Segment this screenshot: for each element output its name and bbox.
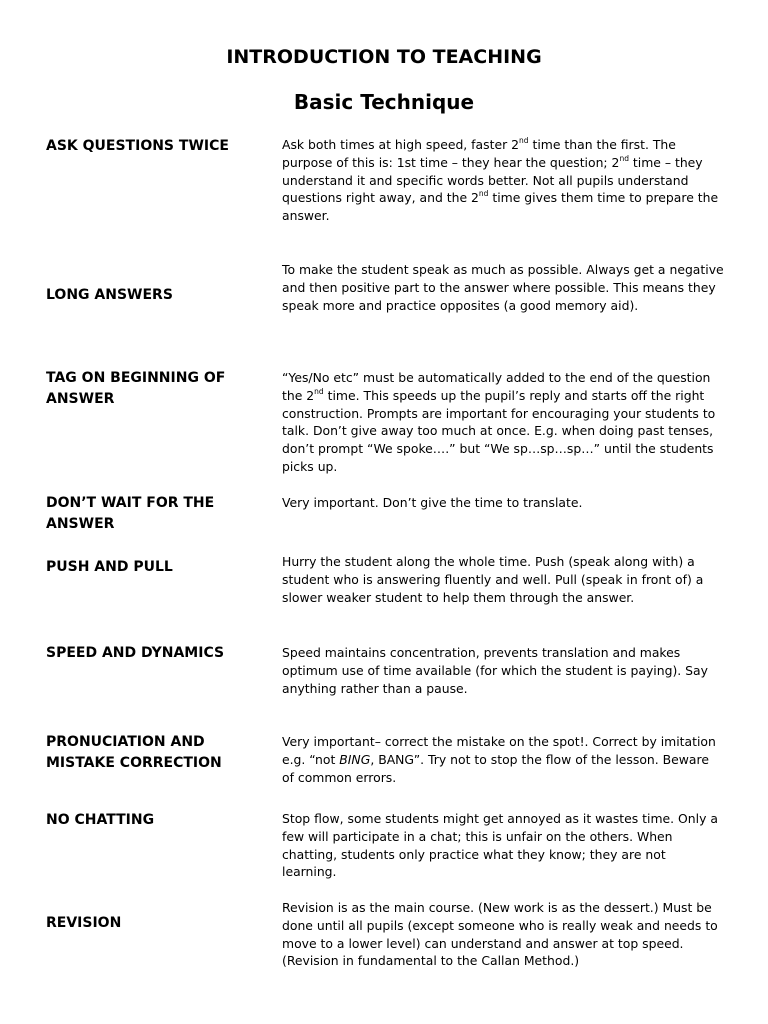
term-speed-and-dynamics: SPEED AND DYNAMICS [46,645,225,661]
page-title: INTRODUCTION TO TEACHING [226,46,542,68]
term-tag-on-beginning-of-answer: TAG ON BEGINNING OF ANSWER [46,370,226,407]
definition-tag-on-beginning-of-answer: “Yes/No etc” must be automatically added to the end of the question the 2nd time. This speeds up the pupil’s reply and starts off the right construction. Prompts are important for encouraging your students to talk. Don’t give away too much at once. E.g. when doing past tenses, don’t prompt “We spoke….” but “We sp…sp…sp…” until the students picks up. [282,370,716,474]
definition-no-chatting: Stop flow, some students might get annoyed as it wastes time. Only a few will participate in a chat; this is unfair on the others. When chatting, students only practice what they know; they are not learning. [282,811,718,880]
definition-push-and-pull: Hurry the student along the whole time. Push (speak along with) a student who is answering fluently and well. Pull (speak in front of) a slower weaker student to help them through the answer. [282,554,704,605]
definition-speed-and-dynamics: Speed maintains concentration, prevents translation and makes optimum use of time available (for which the student is paying). Say anything rather than a pause. [282,645,708,696]
term-revision: REVISION [46,915,122,931]
term-pronuciation-and-mistake-correction: PRONUCIATION AND MISTAKE CORRECTION [46,734,222,771]
page-subtitle: Basic Technique [293,90,475,114]
definition-long-answers: To make the student speak as much as possible. Always get a negative and then positive part to the answer where possible. This means they speak more and practice opposites (a good memory aid). [282,262,724,313]
definition-ask-questions-twice: Ask both times at high speed, faster 2nd time than the first. The purpose of this is: 1st time – they hear the question; 2nd time – they understand it and specific words better. Not all pupils understand questions right away, and the 2nd time gives them time to prepare the answer. [282,135,719,224]
definition-pronuciation-and-mistake-correction: Very important– correct the mistake on the spot!. Correct by imitation e.g. “not BING, BANG”. Try not to stop the flow of the lesson. Beware of common errors. [282,734,716,785]
definition-dont-wait-for-the-answer: Very important. Don’t give the time to translate. [282,495,583,510]
term-push-and-pull: PUSH AND PULL [46,559,173,575]
term-long-answers: LONG ANSWERS [46,287,173,303]
term-no-chatting: NO CHATTING [46,812,155,828]
term-dont-wait-for-the-answer: DON’T WAIT FOR THE ANSWER [46,495,215,532]
term-ask-questions-twice: ASK QUESTIONS TWICE [46,138,229,154]
definition-revision: Revision is as the main course. (New work is as the dessert.) Must be done until all pupils (except someone who is really weak and needs to move to a lower level) can understand and answer at top speed. (Revision in fundamental to the Callan Method.) [282,900,718,969]
